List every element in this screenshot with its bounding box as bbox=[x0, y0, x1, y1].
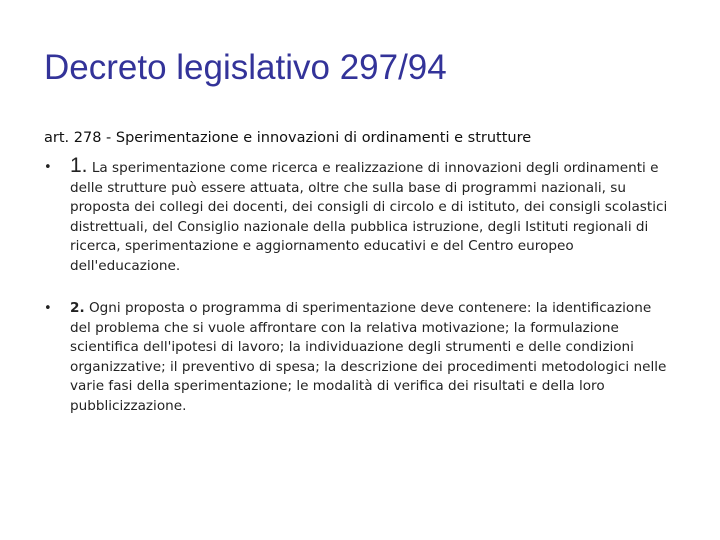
list-item bbox=[44, 299, 674, 416]
list-item bbox=[44, 156, 674, 276]
item-text: La sperimentazione come ricerca e realizzazione di innovazioni degli ordinamenti e delle strutture può essere attuata, oltre che sulla base di programmi nazionali, su proposta dei collegi dei docenti, dei consigli di circolo e di istituto, dei consigli scolastici distrettuali, del Consiglio nazionale della pubblica istruzione, degli Istituti regionali di ricerca, sperimentazione e aggiornamento educativi e del Centro europeo dell'educazione. bbox=[70, 160, 668, 274]
bullet-list bbox=[44, 156, 674, 416]
article-heading: art. 278 - Sperimentazione e innovazioni di ordinamenti e strutture bbox=[44, 130, 532, 146]
item-number: 1. bbox=[70, 154, 88, 177]
item-text: Ogni proposta o programma di sperimentazione deve contenere: la identificazione del problema che si vuole affrontare con la relativa motivazione; la formulazione scientifica dell'ipotesi di lavoro; la individuazione degli strumenti e delle condizioni organizzative; il preventivo di spesa; la descrizione dei procedimenti metodologici nelle varie fasi della sperimentazione; le modalità di verifica dei risultati e della loro pubblicizzazione. bbox=[70, 300, 667, 414]
bullet-icon: • bbox=[44, 301, 52, 316]
item-number: 2. bbox=[70, 300, 85, 316]
slide-title: Decreto legislativo 297/94 bbox=[44, 48, 447, 87]
bullet-icon: • bbox=[44, 160, 52, 175]
